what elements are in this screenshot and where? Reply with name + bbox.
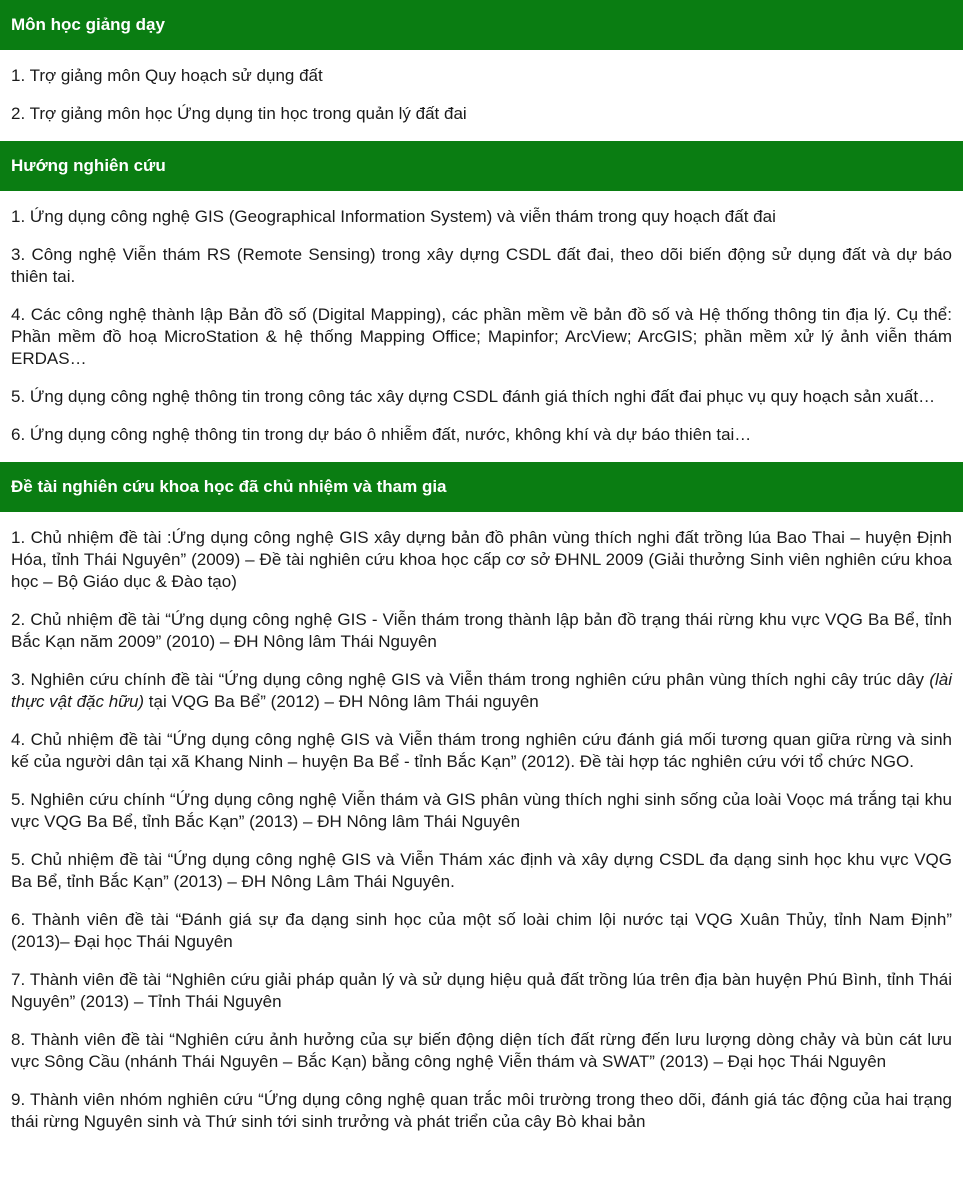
item-text: tại VQG Ba Bể” (2012) – ĐH Nông lâm Thái nguyên (144, 692, 539, 711)
list-item: 2. Chủ nhiệm đề tài “Ứng dụng công nghệ GIS - Viễn thám trong thành lập bản đồ trạng thái rừng khu vực VQG Ba Bể, tỉnh Bắc Kạn năm 2009” (2010) – ĐH Nông lâm Thái Nguyên (11, 610, 952, 651)
section-body (0, 512, 963, 1149)
list-item: 6. Ứng dụng công nghệ thông tin trong dự báo ô nhiễm đất, nước, không khí và dự báo thiên tai… (11, 425, 752, 444)
list-item: 1. Chủ nhiệm đề tài :Ứng dụng công nghệ GIS xây dựng bản đồ phân vùng thích nghi đất trồng lúa Bao Thai – huyện Định Hóa, tỉnh Thái Nguyên” (2009) – Đề tài nghiên cứu khoa học cấp cơ sở ĐHNL 2009 (Giải thưởng Sinh viên nghiên cứu khoa học – Bộ Giáo dục & Đào tạo) (11, 528, 952, 591)
list-item: 6. Thành viên đề tài “Đánh giá sự đa dạng sinh học của một số loài chim lội nước tại VQG Xuân Thủy, tỉnh Nam Định” (2013)– Đại học Thái Nguyên (11, 910, 952, 951)
list-item: 3. Công nghệ Viễn thám RS (Remote Sensing) trong xây dựng CSDL đất đai, theo dõi biến động sử dụng đất và dự báo thiên tai. (11, 245, 952, 286)
section-body (0, 50, 963, 141)
section-body (0, 191, 963, 462)
list-item (11, 669, 952, 713)
section-research-directions (0, 141, 963, 462)
list-item: 1. Trợ giảng môn Quy hoạch sử dụng đất (11, 66, 323, 85)
list-item: 5. Nghiên cứu chính “Ứng dụng công nghệ Viễn thám và GIS phân vùng thích nghi sinh sống của loài Voọc má trắng tại khu vực VQG Ba Bể, tỉnh Bắc Kạn” (2013) – ĐH Nông lâm Thái Nguyên (11, 790, 952, 831)
section-research-projects (0, 462, 963, 1149)
section-teaching-subjects (0, 0, 963, 141)
list-item: 5. Ứng dụng công nghệ thông tin trong công tác xây dựng CSDL đánh giá thích nghi đất đai phục vụ quy hoạch sản xuất… (11, 387, 936, 406)
section-header: Hướng nghiên cứu (0, 141, 963, 191)
list-item: 5. Chủ nhiệm đề tài “Ứng dụng công nghệ GIS và Viễn Thám xác định và xây dựng CSDL đa dạng sinh học khu vực VQG Ba Bể, tỉnh Bắc Kạn” (2013) – ĐH Nông Lâm Thái Nguyên. (11, 850, 952, 891)
list-item: 1. Ứng dụng công nghệ GIS (Geographical Information System) và viễn thám trong quy hoạch đất đai (11, 207, 776, 226)
section-header: Môn học giảng dạy (0, 0, 963, 50)
list-item: 7. Thành viên đề tài “Nghiên cứu giải pháp quản lý và sử dụng hiệu quả đất trồng lúa trên địa bàn huyện Phú Bình, tỉnh Thái Nguyên” (2013) – Tỉnh Thái Nguyên (11, 970, 952, 1011)
list-item: 9. Thành viên nhóm nghiên cứu “Ứng dụng công nghệ quan trắc môi trường trong theo dõi, đánh giá tác động của hai trạng thái rừng Nguyên sinh và Thứ sinh tới sinh trưởng và phát triển của cây Bò khai bản (11, 1090, 952, 1131)
section-header: Đề tài nghiên cứu khoa học đã chủ nhiệm và tham gia (0, 462, 963, 512)
item-text: 3. Nghiên cứu chính đề tài “Ứng dụng công nghệ GIS và Viễn thám trong nghiên cứu phân vùng thích nghi cây trúc dây (11, 670, 930, 689)
italic-note: (lài thực vật đặc hữu) (11, 670, 952, 711)
list-item: 4. Các công nghệ thành lập Bản đồ số (Digital Mapping), các phần mềm về bản đồ số và Hệ thống thông tin địa lý. Cụ thể: Phần mềm đồ hoạ MicroStation & hệ thống Mapping Office; Mapinfor; ArcView; ArcGIS; phần mềm xử lý ảnh viễn thám ERDAS… (11, 305, 952, 368)
list-item: 4. Chủ nhiệm đề tài “Ứng dụng công nghệ GIS và Viễn thám trong nghiên cứu đánh giá mối tương quan giữa rừng và sinh kế của người dân tại xã Khang Ninh – huyện Ba Bể - tỉnh Bắc Kạn” (2012). Đề tài hợp tác nghiên cứu với tổ chức NGO. (11, 730, 952, 771)
list-item: 8. Thành viên đề tài “Nghiên cứu ảnh hưởng của sự biến động diện tích đất rừng đến lưu lượng dòng chảy và bùn cát lưu vực Sông Cầu (nhánh Thái Nguyên – Bắc Kạn) bằng công nghệ Viễn thám và SWAT” (2013) – Đại học Thái Nguyên (11, 1030, 952, 1071)
list-item: 2. Trợ giảng môn học Ứng dụng tin học trong quản lý đất đai (11, 104, 467, 123)
